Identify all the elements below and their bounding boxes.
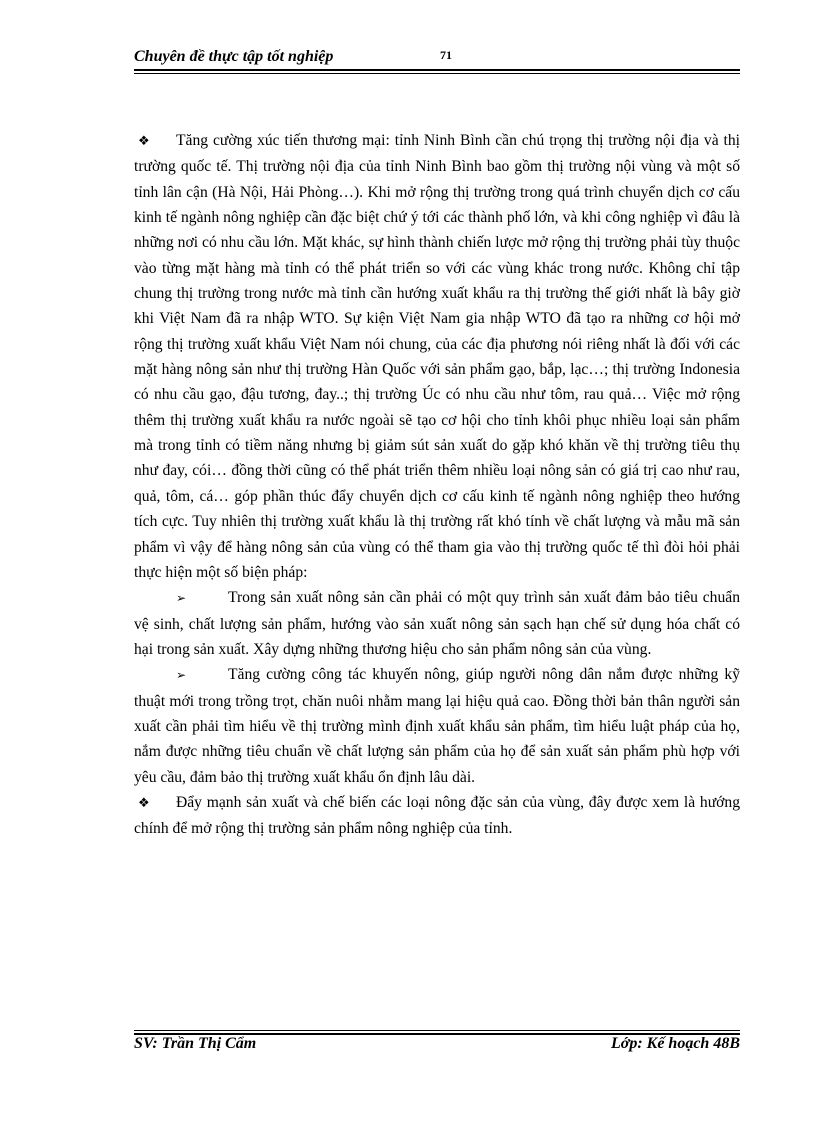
header-rule-thin <box>134 73 740 74</box>
page-header <box>134 48 740 70</box>
page-footer <box>134 1035 740 1057</box>
paragraph-text: Tăng cường công tác khuyến nông, giúp người nông dân nắm được những kỹ thuật mới trong trồng trọt, chăn nuôi nhằm mang lại hiệu quả cao. Đồng thời bản thân người sản xuất cần phải tìm hiểu về thị trường mình định xuất khẩu sản phẩm, tìm hiểu luật pháp của họ, nắm được những tiêu chuẩn về chất lượng sản phẩm của họ để sản xuất sản phẩm phù hợp với yêu cầu, đảm bảo thị trường xuất khẩu ổn định lâu dài. <box>134 666 740 786</box>
paragraph-specialty-products <box>134 790 740 842</box>
paragraph-text: Trong sản xuất nông sản cần phải có một quy trình sản xuất đảm bảo tiêu chuẩn vệ sinh, chất lượng sản phẩm, hướng vào sản xuất nông sản sạch hạn chế sử dụng hóa chất có hại trong sản xuất. Xây dựng những thương hiệu cho sản phẩm nông sản của vùng. <box>134 589 740 658</box>
diamond-bullet-icon: ❖ <box>138 134 150 149</box>
paragraph-text: Tăng cường xúc tiến thương mại: tỉnh Ninh Bình cần chú trọng thị trường nội địa và thị trường quốc tế. Thị trường nội địa của tỉnh Ninh Bình bao gồm thị trường nội vùng và một số tỉnh lân cận (Hà Nội, Hải Phòng…). Khi mở rộng thị trường trong quá trình chuyển dịch cơ cấu kinh tế ngành nông nghiệp cần đặc biệt chứ ý tới các thành phố lớn, và khi công nghiệp vì đâu là những nơi có nhu cầu lớn. Mặt khác, sự hình thành chiến lược mở rộng thị trường phải tùy thuộc vào từng mặt hàng mà tỉnh có thể phát triển so với các vùng khác trong nước. Không chỉ tập chung thị trường trong nước mà tỉnh cần hướng xuất khẩu ra thị trường thế giới nhất là bây giờ khi Việt Nam đã ra nhập WTO. Sự kiện Việt Nam gia nhập WTO đã tạo ra những cơ hội mở rộng thị trường xuất khẩu Việt Nam nói chung, của các địa phương nói riêng nhất là đối với các mặt hàng nông sản như thị trường Hàn Quốc với sản phẩm gạo, bắp, lạc…; thị trường Indonesia có nhu cầu gạo, đậu tương, đay..; thị trường Úc có nhu cầu như tôm, rau quả… Việc mở rộng thêm thị trường xuất khẩu ra nước ngoài sẽ tạo cơ hội cho tỉnh khôi phục nhiều loại sản phẩm mà trong tỉnh có tiềm năng nhưng bị giảm sút sản xuất do gặp khó khăn về thị trường tiêu thụ như đay, cói… đồng thời cũng có thể phát triển thêm nhiều loại nông sản có giá trị cao như rau, quả, tôm, cá… góp phần thúc đẩy chuyển dịch cơ cấu kinh tế ngành nông nghiệp theo hướng tích cực. Tuy nhiên thị trường xuất khẩu là thị trường rất khó tính về chất lượng và mẫu mã sản phẩm vì vậy để hàng nông sản của vùng có thể tham gia vào thị trường quốc tế thì đòi hỏi phải thực hiện một số biện pháp: <box>134 132 740 581</box>
class-name: Lớp: Kế hoạch 48B <box>610 1035 740 1052</box>
arrow-bullet-icon: ➢ <box>176 668 187 683</box>
document-body <box>134 128 740 842</box>
page-number: 71 <box>440 48 452 62</box>
paragraph-text: Đẩy mạnh sản xuất và chế biến các loại nông đặc sản của vùng, đây được xem là hướng chính để mở rộng thị trường sản phẩm nông nghiệp của tỉnh. <box>134 793 740 838</box>
footer-rule-thin <box>134 1030 740 1031</box>
paragraph-extension-services <box>134 662 740 790</box>
arrow-bullet-icon: ➢ <box>176 591 187 606</box>
student-name: SV: Trần Thị Cẩm <box>134 1035 257 1052</box>
paragraph-market-promotion <box>134 128 740 585</box>
paragraph-production-standards <box>134 585 740 662</box>
diamond-bullet-icon: ❖ <box>138 795 150 811</box>
header-rule <box>134 69 740 71</box>
document-title: Chuyên đề thực tập tốt nghiệp <box>134 48 334 65</box>
